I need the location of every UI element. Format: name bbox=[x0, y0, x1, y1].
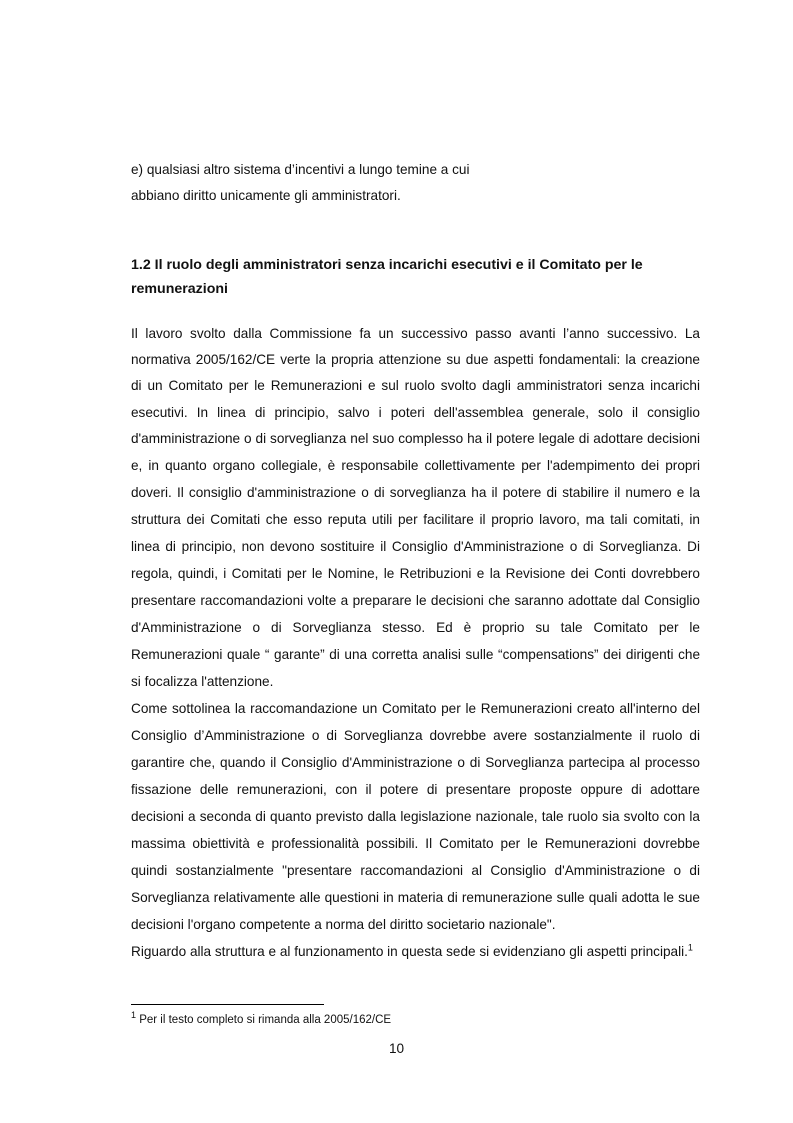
footnote-separator bbox=[131, 1004, 324, 1005]
intro-line: abbiano diritto unicamente gli amministratori. bbox=[131, 188, 401, 203]
paragraph-3 bbox=[131, 939, 693, 965]
intro-line: e) qualsiasi altro sistema d’incentivi a lungo temine a cui bbox=[131, 162, 470, 177]
paragraph-line: Sorveglianza relativamente alle questioni in materia di remunerazione sulle quali adotta le sue bbox=[131, 890, 700, 905]
paragraph-line: Il lavoro svolto dalla Commissione fa un successivo passo avanti l’anno successivo. La bbox=[131, 326, 700, 341]
footnote-reference[interactable]: 1 bbox=[687, 942, 693, 953]
paragraph-line: decisioni a seconda di quanto previsto dalla legislazione nazionale, tale ruolo sia svolto con la bbox=[131, 809, 700, 824]
paragraph-line: doveri. Il consiglio d'amministrazione o di sorveglianza ha il potere di stabilire il numero e la bbox=[131, 485, 700, 500]
paragraph-line-last: si focalizza l'attenzione. bbox=[131, 674, 274, 689]
paragraph-line: di un Comitato per le Remunerazioni e sul ruolo svolto dagli amministratori senza incarichi bbox=[131, 378, 700, 393]
footnote-text: Per il testo completo si rimanda alla 2005/162/CE bbox=[136, 1014, 392, 1026]
paragraph-line: d'amministrazione o di sorveglianza nel suo complesso ha il potere legale di adottare decisioni bbox=[131, 431, 700, 446]
paragraph-line-last: decisioni l'organo competente a norma del diritto societario nazionale". bbox=[131, 917, 556, 932]
paragraph-line: regola, quindi, i Comitati per le Nomine, le Retribuzioni e la Revisione dei Conti dovrebbero bbox=[131, 566, 700, 581]
section-heading-line2: remunerazioni bbox=[131, 281, 228, 297]
paragraph-line: struttura dei Comitati che esso reputa utili per facilitare il proprio lavoro, ma tali comitati, in bbox=[131, 512, 700, 527]
section-heading-line1: 1.2 Il ruolo degli amministratori senza incarichi esecutivi e il Comitato per le bbox=[131, 257, 643, 273]
paragraph-line: esecutivi. In linea di principio, salvo i poteri dell'assemblea generale, solo il consiglio bbox=[131, 405, 700, 420]
paragraph-line: presentare raccomandazioni volte a preparare le decisioni che saranno adottate dal Consiglio bbox=[131, 593, 700, 608]
paragraph-line: normativa 2005/162/CE verte la propria attenzione su due aspetti fondamentali: la creazione bbox=[131, 352, 700, 367]
paragraph-line: garantire che, quando il Consiglio d'Amministrazione o di Sorveglianza partecipa al processo bbox=[131, 755, 700, 770]
paragraph-line: d'Amministrazione o di Sorveglianza stesso. Ed è proprio su tale Comitato per le bbox=[131, 620, 700, 635]
paragraph-line: Remunerazioni quale “ garante” di una corretta analisi sulle “compensations” dei dirigenti che bbox=[131, 647, 700, 662]
paragraph-line: massima obiettività e professionalità possibili. Il Comitato per le Remunerazioni dovrebbe bbox=[131, 836, 700, 851]
paragraph-line: linea di principio, non devono sostituire il Consiglio d'Amministrazione o di Sorveglianza. Di bbox=[131, 539, 700, 554]
footnote-marker: 1 bbox=[131, 1010, 137, 1021]
paragraph-line: quindi sostanzialmente "presentare raccomandazioni al Consiglio d'Amministrazione o di bbox=[131, 863, 700, 878]
paragraph-line: Consiglio d’Amministrazione o di Sorveglianza dovrebbe avere sostanzialmente il ruolo di bbox=[131, 728, 700, 743]
paragraph-3-text: Riguardo alla struttura e al funzionamento in questa sede si evidenziano gli aspetti principali. bbox=[131, 944, 688, 959]
footnote bbox=[131, 1012, 391, 1028]
page-number: 10 bbox=[388, 1041, 405, 1056]
paragraph-line: Come sottolinea la raccomandazione un Comitato per le Remunerazioni creato all'interno del bbox=[131, 701, 700, 716]
paragraph-line: e, in quanto organo collegiale, è responsabile collettivamente per l'adempimento dei propri bbox=[131, 458, 700, 473]
paragraph-line: fissazione delle remunerazioni, con il potere di presentare proposte oppure di adottare bbox=[131, 782, 700, 797]
